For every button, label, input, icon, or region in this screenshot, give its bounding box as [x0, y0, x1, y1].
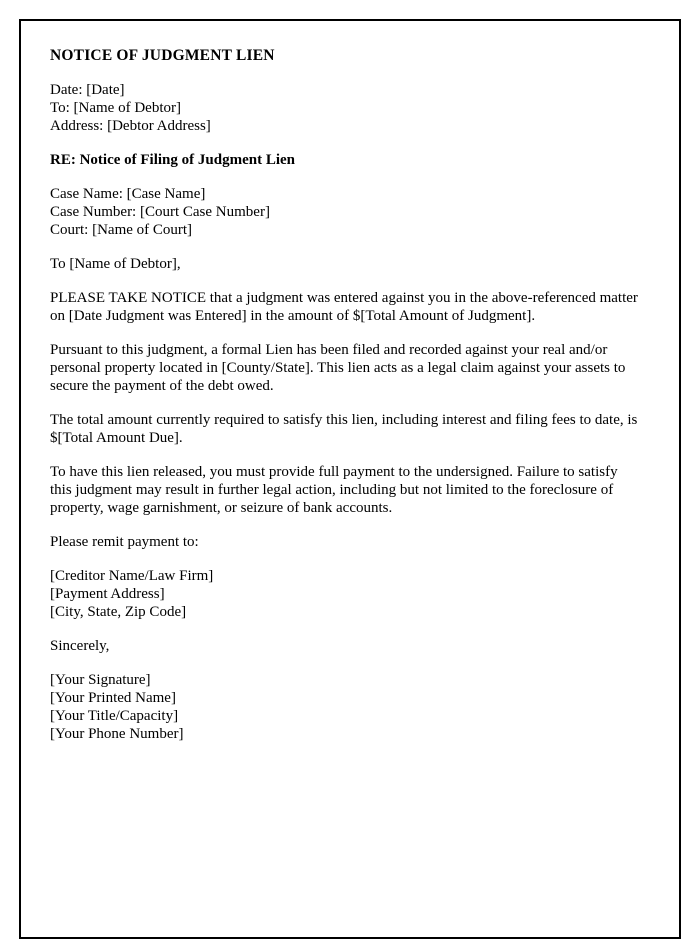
- date-line: Date: [Date]: [50, 82, 125, 98]
- signature-block: [50, 671, 642, 743]
- remit-label: Please remit payment to:: [50, 534, 199, 550]
- remit-address-block: [50, 567, 642, 621]
- letter-title: NOTICE OF JUDGMENT LIEN: [50, 47, 275, 64]
- city-state-zip-line: [City, State, Zip Code]: [50, 604, 187, 620]
- paragraph-notice: PLEASE TAKE NOTICE that a judgment was entered against you in the above-referenced matter on [Date Judgment was Entered] in the amount of $[Total Amount of Judgment].: [50, 290, 638, 324]
- to-line: To: [Name of Debtor]: [50, 100, 181, 116]
- recipient-block: [50, 81, 642, 135]
- creditor-name-line: [Creditor Name/Law Firm]: [50, 568, 214, 584]
- salutation-line: To [Name of Debtor],: [50, 256, 181, 272]
- letter-content: [21, 21, 672, 743]
- paragraph-release-terms: To have this lien released, you must provide full payment to the undersigned. Failure to satisfy this judgment may result in further legal action, including but not limited to the foreclosure of property, wage garnishment, or seizure of bank accounts.: [50, 464, 618, 516]
- paragraph-lien-filed: Pursuant to this judgment, a formal Lien has been filed and recorded against your real and/or personal property located in [County/State]. This lien acts as a legal claim against your assets to secure the payment of the debt owed.: [50, 342, 626, 394]
- printed-name-line: [Your Printed Name]: [50, 690, 176, 706]
- re-line: RE: Notice of Filing of Judgment Lien: [50, 152, 295, 168]
- signature-line: [Your Signature]: [50, 672, 151, 688]
- title-capacity-line: [Your Title/Capacity]: [50, 708, 179, 724]
- address-line: Address: [Debtor Address]: [50, 118, 211, 134]
- case-block: [50, 185, 642, 239]
- court-line: Court: [Name of Court]: [50, 222, 193, 238]
- phone-number-line: [Your Phone Number]: [50, 726, 184, 742]
- paragraph-total-due: The total amount currently required to satisfy this lien, including interest and filing fees to date, is $[Total Amount Due].: [50, 412, 638, 446]
- letter-page: [19, 19, 681, 939]
- payment-address-line: [Payment Address]: [50, 586, 165, 602]
- case-name-line: Case Name: [Case Name]: [50, 186, 206, 202]
- case-number-line: Case Number: [Court Case Number]: [50, 204, 270, 220]
- closing-line: Sincerely,: [50, 638, 110, 654]
